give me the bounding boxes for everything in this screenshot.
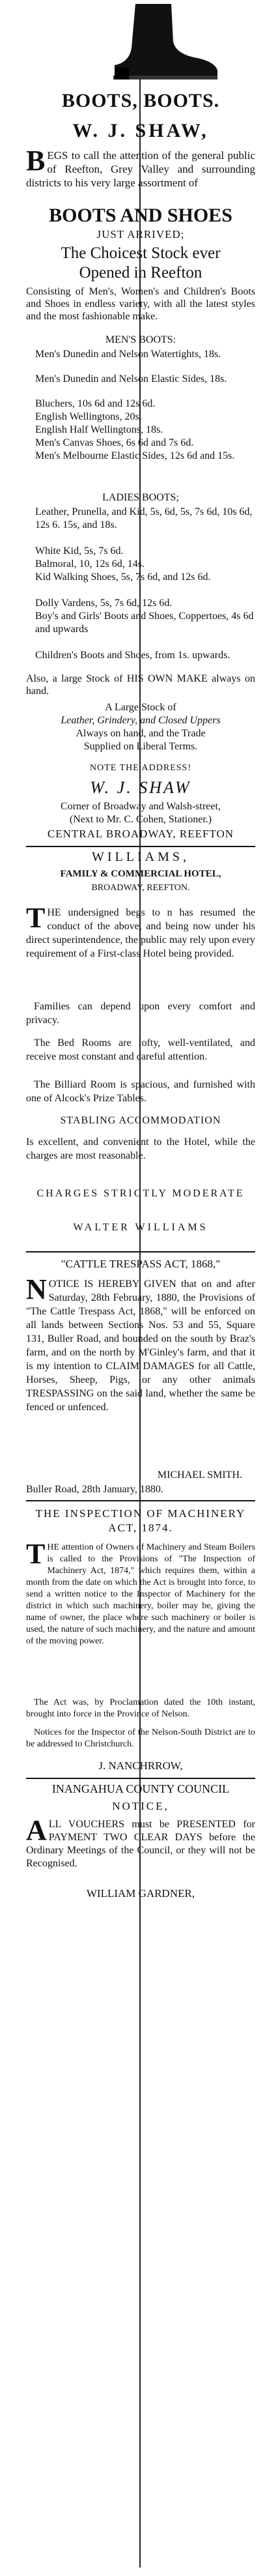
list-item: Boy's and Girls' Boots and Shoes, Coppertoes, 4s 6d and upwards <box>35 611 254 635</box>
list-item: Men's Dunedin and Nelson Elastic Sides, 18s. <box>35 373 227 384</box>
consisting-text: Consisting of Men's, Women's and Children's Boots and Shoes in endless variety, with all the latest styles and the most fashionable make. <box>26 286 255 322</box>
supplied-line: Supplied on Liberal Terms. <box>83 741 198 752</box>
next-to-line: (Next to Mr. C. Cohen, Stationer.) <box>69 814 212 825</box>
just-arrived: JUST ARRIVED; <box>96 228 185 240</box>
signature: W. J. SHAW <box>90 778 191 797</box>
note-address: NOTE THE ADDRESS! <box>90 763 191 773</box>
list-item: Kid Walking Shoes, 5s, 7s 6d, and 12s 6d. <box>35 572 211 583</box>
list-item: English Wellingtons, 20s. <box>35 411 142 422</box>
machinery-body: HE attention of Owners of Machinery and Steam Boilers is called to the Provisions of "The Inspection of Machinery Act, 1874," which requires them, within a month from the date on which the Act is brought into force, to send a written notice to the Inspector of Machinery for the district in which such machinery, boiler may be, giving the name of owner, the place where such machinery or boiler is used, the nature of such machinery, and the nature and amount of the moving power. <box>26 1542 255 1646</box>
leather-line: Leather, Grindery, and Closed Uppers <box>61 715 221 726</box>
own-make-text: Also, a large Stock of HIS OWN MAKE always on hand. <box>26 673 255 697</box>
charges-line: CHARGES STRICTLY MODERATE <box>36 1188 245 1199</box>
divider <box>26 1500 255 1501</box>
hotel-paragraph-4: The Billiard Room is spacious, and furnished with one of Alcock's Prize Tables. <box>26 1079 255 1104</box>
list-item: Leather, Prunella, and Kid, 5s, 6d, 5s, 7s 6d, 10s 6d, 12s 6. 15s, and 18s. <box>35 506 253 530</box>
mens-list <box>26 348 255 463</box>
drop-cap: A <box>26 1814 47 1846</box>
cattle-notice <box>26 1273 255 1414</box>
hotel-p1-text: HE undersigned begs to n has resumed the conduct of the above, and being now under his direct superintendence, the public may rely upon every requirement of a First-class Hotel being provided. <box>26 907 255 959</box>
hotel-signature: WALTER WILLIAMS <box>73 1222 208 1233</box>
list-item: White Kid, 5s, 7s 6d. <box>35 545 124 557</box>
list-item: Children's Boots and Shoes, from 1s. upwards. <box>35 650 230 661</box>
boots-shoes-heading: BOOTS AND SHOES <box>49 205 232 226</box>
council-signature: WILLIAM GARDNER, <box>86 1887 195 1900</box>
machinery-paragraph-2: The Act was, by Proclamation dated the 10th instant, brought into force in the Province of Nelson. <box>26 1698 255 1719</box>
cattle-body: OTICE IS HEREBY GIVEN that on and after Saturday, 28th February, 1880, the Provisions of "The Cattle Trespass Act, 1868," will be enforced on all lands between Sections Nos. 53 and 55, Square 131, Buller Road, and bounded on the south by Braz's farm, and on the north by M'Ginley's farm, and that it is my intention to CLAIM DAMAGES for all Cattle, Horses, Sheep, Pigs, or any other animals TRESPASSING on the said land, whether the same be fenced or unfenced. <box>26 1279 255 1413</box>
hotel-paragraph-1 <box>26 902 255 961</box>
council-body-block <box>26 1814 255 1870</box>
merchant-name: W. J. SHAW, <box>72 120 209 141</box>
mens-heading: MEN'S BOOTS: <box>105 334 176 345</box>
drop-cap: T <box>26 1538 46 1570</box>
list-item: Men's Dunedin and Nelson Watertights, 18s. <box>35 349 221 360</box>
cattle-date: Buller Road, 28th January, 1880. <box>26 1484 163 1495</box>
machinery-act-title: THE INSPECTION OF MACHINERY ACT, 1874. <box>35 1507 246 1534</box>
council-body: LL VOUCHERS must be PRESENTED for PAYMENT TWO CLEAR DAYS before the Ordinary Meetings of the Council, or they will not be Recognised. <box>26 1819 255 1869</box>
hotel-address: BROADWAY, REEFTON. <box>91 883 190 893</box>
intro-text: EGS to call the attention of the general public of Reefton, Grey Valley and surrounding districts to his very large assortment of <box>26 149 255 189</box>
cattle-signature: MICHAEL SMITH. <box>157 1469 242 1481</box>
machinery-notice <box>26 1538 255 1647</box>
always-line: Always on hand, and the Trade <box>76 728 206 739</box>
opened-line: Opened in Reefton <box>79 264 202 282</box>
corner-line: Corner of Broadway and Walsh-street, <box>61 801 221 812</box>
hotel-paragraph-3: The Bed Rooms are lofty, well-ventilated, and receive most constant and careful attention. <box>26 1037 255 1062</box>
list-item: Balmoral, 10, 12s 6d, 14s. <box>35 558 145 570</box>
drop-cap: B <box>26 145 46 177</box>
large-stock: A Large Stock of <box>105 702 176 713</box>
divider <box>26 1778 255 1779</box>
machinery-signature: J. NANCHRROW, <box>98 1759 183 1772</box>
list-item: Men's Canvas Shoes, 6s 6d and 7s 6d. <box>35 437 194 448</box>
list-item: Dolly Vardens, 5s, 7s 6d, 12s 6d. <box>35 598 173 609</box>
list-item: English Half Wellingtons, 18s. <box>35 424 163 435</box>
hotel-name: FAMILY & COMMERCIAL HOTEL, <box>60 869 221 879</box>
hotel-paragraph-5: Is excellent, and convenient to the Hotel, while the charges are most reasonable. <box>26 1136 255 1161</box>
boot-illustration <box>109 3 220 81</box>
stabling-heading: STABLING ACCOMMODATION <box>60 1115 221 1126</box>
ad-headline: BOOTS, BOOTS. <box>61 90 220 111</box>
council-notice: NOTICE, <box>112 1800 169 1812</box>
central-broadway: CENTRAL BROADWAY, REEFTON <box>47 828 234 840</box>
divider <box>26 1251 255 1252</box>
drop-cap: T <box>26 902 46 934</box>
intro-paragraph <box>26 145 255 190</box>
list-item: Men's Melbourne Elastic Sides, 12s 6d and 15s. <box>35 450 235 461</box>
cattle-act-title: "CATTLE TRESPASS ACT, 1868," <box>61 1258 221 1270</box>
drop-cap: N <box>26 1273 47 1305</box>
list-item: Bluchers, 10s 6d and 12s 6d. <box>35 398 156 409</box>
ladies-list <box>26 506 255 662</box>
divider <box>26 846 255 847</box>
ladies-heading: LADIES BOOTS; <box>102 492 179 503</box>
hotel-owner: WILLIAMS, <box>92 850 189 864</box>
choicest-line: The Choicest Stock ever <box>61 244 221 262</box>
hotel-paragraph-2: Families can depend upon every comfort and privacy. <box>26 1001 255 1026</box>
council-title: INANGAHUA COUNTY COUNCIL <box>51 1782 230 1795</box>
machinery-paragraph-3: Notices for the Inspector of the Nelson-South District are to be addressed to Christchurch. <box>26 1728 255 1749</box>
